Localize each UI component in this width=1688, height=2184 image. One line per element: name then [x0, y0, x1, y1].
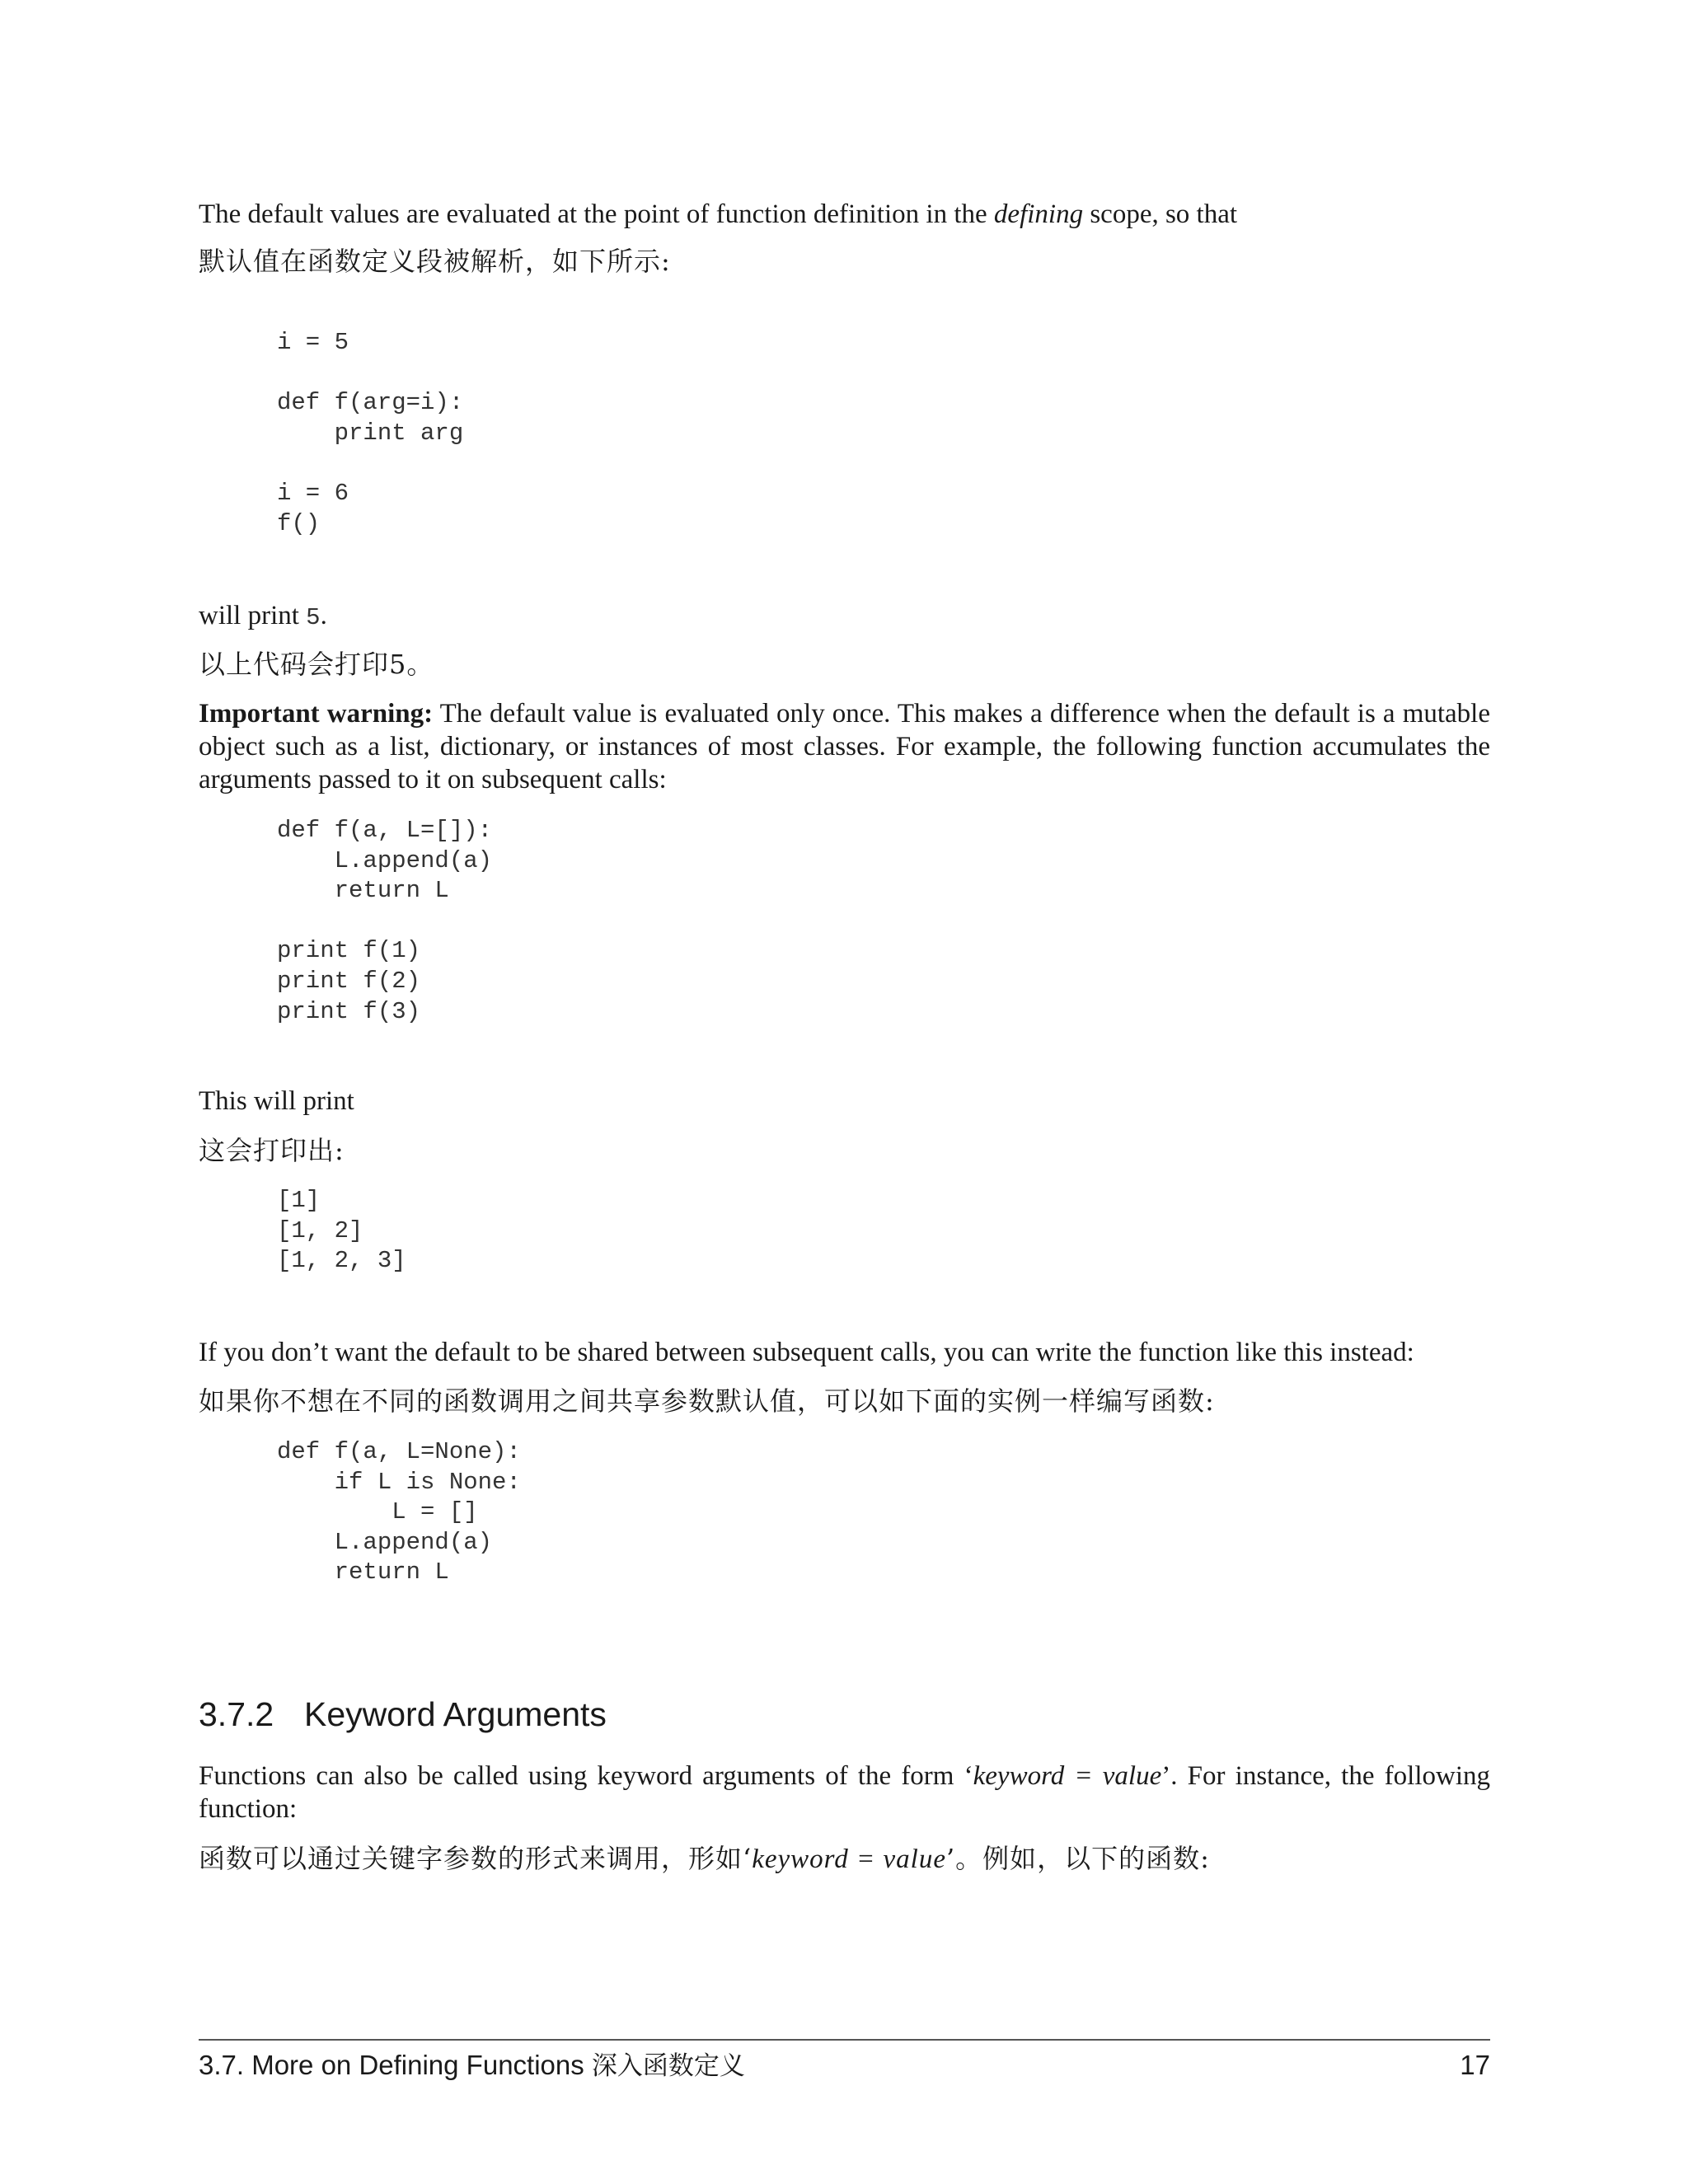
- footer-divider: [199, 2039, 1490, 2041]
- paragraph-keyword-arguments: [199, 1760, 1490, 1825]
- paragraph-default-values: [199, 198, 1490, 231]
- section-heading: [199, 1694, 607, 1734]
- page-number: 17: [1460, 2050, 1490, 2080]
- text-segment: scope, so that: [1083, 199, 1238, 229]
- text-segment: The default values are evaluated at the point of function definition in the: [199, 199, 994, 229]
- emphasis-keyword-value: keyword = value: [752, 1844, 946, 1874]
- paragraph-not-shared-zh: 如果你不想在不同的函数调用之间共享参数默认值，可以如下面的实例一样编写函数:: [199, 1385, 1215, 1417]
- warning-label: Important warning:: [199, 699, 434, 729]
- paragraph-will-print: [199, 599, 1490, 635]
- text-segment: 函数可以通过关键字参数的形式来调用，形如‘: [199, 1843, 753, 1874]
- section-title: Keyword Arguments: [304, 1695, 607, 1733]
- code-block-none-default: def f(a, L=None): if L is None: L = [] L.append(a) return L: [277, 1438, 521, 1586]
- code-block-default-eval: i = 5 def f(arg=i): print arg i = 6 f(): [277, 329, 464, 537]
- text-segment: will print: [199, 601, 307, 630]
- code-block-mutable-default: def f(a, L=[]): L.append(a) return L print f(1) print f(2) print f(3): [277, 817, 493, 1025]
- paragraph-default-values-zh: 默认值在函数定义段被解析，如下所示:: [199, 246, 671, 277]
- text-segment: ’。例如，以下的函数:: [946, 1843, 1210, 1874]
- footer-chapter-zh: 深入函数定义: [591, 2051, 745, 2081]
- paragraph-important-warning: [199, 697, 1490, 796]
- paragraph-not-shared: If you don’t want the default to be shared between subsequent calls, you can write the function like this instead:: [199, 1338, 1414, 1367]
- section-number: 3.7.2: [199, 1695, 274, 1733]
- inline-code: 5: [306, 604, 321, 631]
- emphasis-keyword-value: keyword = value: [973, 1761, 1162, 1791]
- text-segment: Functions can also be called using keyword arguments of the form ‘: [199, 1761, 973, 1791]
- text-segment: .: [320, 601, 327, 630]
- emphasis-defining: defining: [993, 199, 1084, 229]
- paragraph-keyword-arguments-zh: [199, 1842, 1490, 1876]
- paragraph-will-print-zh: 以上代码会打印5。: [199, 649, 434, 680]
- code-block-output: [1] [1, 2] [1, 2, 3]: [277, 1187, 406, 1275]
- paragraph-this-will-print: This will print: [199, 1086, 354, 1116]
- text-segment: ’. For instance, the following function:: [199, 1761, 1490, 1824]
- text-segment: The default value is evaluated only once. This makes a difference when the default is a mutable object such as a list, dictionary, or instances of most classes. For example, the following function accumulates the arguments passed to it on subsequent calls:: [199, 699, 1490, 794]
- footer-chapter-title: [199, 2049, 745, 2083]
- paragraph-this-will-print-zh: 这会打印出:: [199, 1135, 345, 1166]
- footer-chapter-en: 3.7. More on Defining Functions: [199, 2050, 592, 2080]
